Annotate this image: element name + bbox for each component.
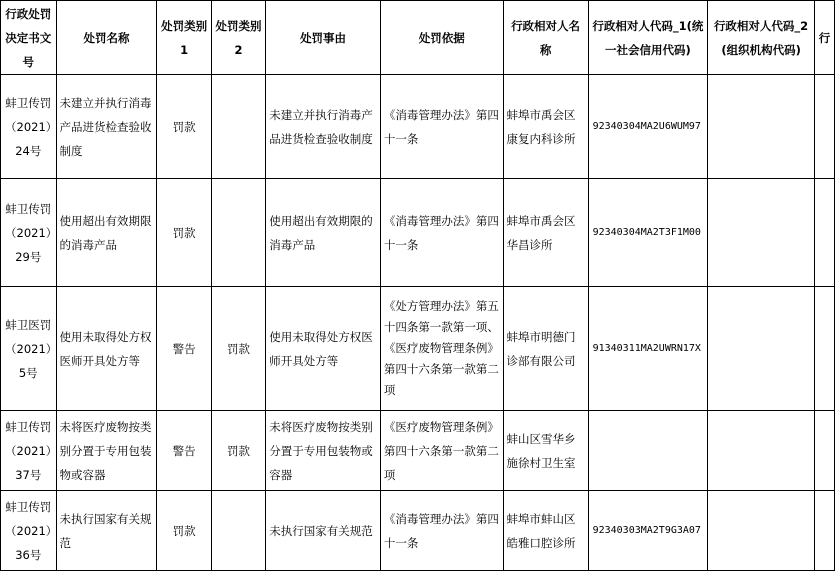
cell-code1: 92340304MA2U6WUM97 <box>588 75 708 179</box>
cell-code1: 92340303MA2T9G3A07 <box>588 491 708 571</box>
cell-code2 <box>708 491 815 571</box>
cell-reason: 使用超出有效期限的消毒产品 <box>266 179 381 287</box>
cell-cat2 <box>211 75 265 179</box>
cell-cat2 <box>211 179 265 287</box>
cell-basis: 《消毒管理办法》第四十一条 <box>380 179 503 287</box>
table-row <box>1 179 835 287</box>
cell-basis: 《消毒管理办法》第四十一条 <box>380 491 503 571</box>
cell-code2 <box>708 179 815 287</box>
cell-cut <box>814 287 834 411</box>
cell-code2 <box>708 75 815 179</box>
col-header-reason: 处罚事由 <box>266 1 381 75</box>
cell-party: 蚌埠市禹会区康复内科诊所 <box>503 75 588 179</box>
cell-cut <box>814 75 834 179</box>
cell-basis: 《医疗废物管理条例》第四十六条第一款第二项 <box>380 411 503 491</box>
cell-name: 未建立并执行消毒产品进货检查验收制度 <box>56 75 157 179</box>
cell-doc-no: 蚌卫传罚（2021）36号 <box>1 491 57 571</box>
cell-party: 蚌埠市明德门诊部有限公司 <box>503 287 588 411</box>
cell-code2 <box>708 287 815 411</box>
cell-doc-no: 蚌卫传罚（2021）29号 <box>1 179 57 287</box>
cell-basis: 《消毒管理办法》第四十一条 <box>380 75 503 179</box>
cell-cat2 <box>211 491 265 571</box>
cell-party: 蚌山区雪华乡施徐村卫生室 <box>503 411 588 491</box>
cell-party: 蚌埠市蚌山区皓雅口腔诊所 <box>503 491 588 571</box>
cell-cat2: 罚款 <box>211 411 265 491</box>
col-header-cat2: 处罚类别2 <box>211 1 265 75</box>
cell-doc-no: 蚌卫传罚（2021）37号 <box>1 411 57 491</box>
col-header-code2: 行政相对人代码_2(组织机构代码) <box>708 1 815 75</box>
cell-code1: 91340311MA2UWRN17X <box>588 287 708 411</box>
cell-name: 未将医疗废物按类别分置于专用包装物或容器 <box>56 411 157 491</box>
cell-cat1: 罚款 <box>157 179 211 287</box>
cell-doc-no: 蚌卫医罚（2021）5号 <box>1 287 57 411</box>
cell-name: 使用未取得处方权医师开具处方等 <box>56 287 157 411</box>
cell-reason: 使用未取得处方权医师开具处方等 <box>266 287 381 411</box>
table-row <box>1 287 835 411</box>
cell-cat1: 罚款 <box>157 491 211 571</box>
cell-name: 未执行国家有关规范 <box>56 491 157 571</box>
cell-party: 蚌埠市禹会区华昌诊所 <box>503 179 588 287</box>
table-row <box>1 75 835 179</box>
cell-name: 使用超出有效期限的消毒产品 <box>56 179 157 287</box>
cell-reason: 未将医疗废物按类别分置于专用包装物或容器 <box>266 411 381 491</box>
col-header-cut: 行 <box>814 1 834 75</box>
col-header-name: 处罚名称 <box>56 1 157 75</box>
cell-cut <box>814 411 834 491</box>
col-header-basis: 处罚依据 <box>380 1 503 75</box>
col-header-cat1: 处罚类别1 <box>157 1 211 75</box>
cell-cat1: 罚款 <box>157 75 211 179</box>
cell-reason: 未建立并执行消毒产品进货检查验收制度 <box>266 75 381 179</box>
table-row <box>1 411 835 491</box>
col-header-code1: 行政相对人代码_1(统一社会信用代码) <box>588 1 708 75</box>
cell-reason: 未执行国家有关规范 <box>266 491 381 571</box>
cell-code1 <box>588 411 708 491</box>
table-row <box>1 491 835 571</box>
col-header-doc-no: 行政处罚决定书文号 <box>1 1 57 75</box>
cell-basis: 《处方管理办法》第五十四条第一款第一项、《医疗废物管理条例》第四十六条第一款第二项 <box>380 287 503 411</box>
cell-code2 <box>708 411 815 491</box>
col-header-party: 行政相对人名称 <box>503 1 588 75</box>
cell-cut <box>814 491 834 571</box>
cell-cat1: 警告 <box>157 287 211 411</box>
cell-cut <box>814 179 834 287</box>
cell-cat2: 罚款 <box>211 287 265 411</box>
cell-cat1: 警告 <box>157 411 211 491</box>
cell-code1: 92340304MA2T3F1M00 <box>588 179 708 287</box>
cell-doc-no: 蚌卫传罚（2021）24号 <box>1 75 57 179</box>
header-row <box>1 1 835 75</box>
